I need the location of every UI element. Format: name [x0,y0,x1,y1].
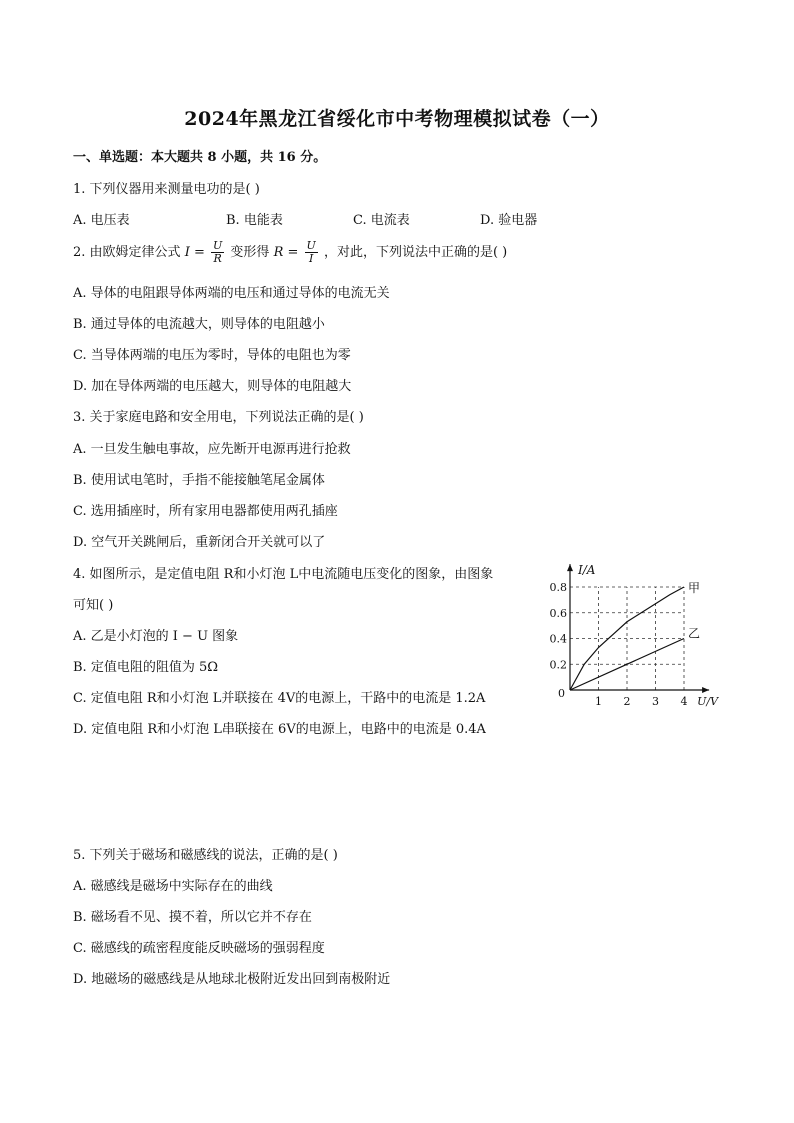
q2-formula-1-denominator: R [213,252,222,265]
x-axis-label: U/V [697,695,719,708]
q2-formula-2-denominator: I [309,252,314,265]
origin-label: 0 [558,687,565,700]
question-2-stem [73,236,507,270]
q1-option-c: C. 电流表 [353,213,410,228]
y-tick-label: 0.4 [549,632,567,646]
x-tick-label: 2 [623,695,631,708]
q1-option-a: A. 电压表 [73,213,130,228]
q4-option-d: D. 定值电阻 R和小灯泡 L串联接在 6V的电源上，电路中的电流是 0.4A [73,722,486,737]
y-axis-label: I/A [578,563,596,578]
question-1-options [73,209,673,227]
q2-option-c: C. 当导体两端的电压为零时，导体的电阻也为零 [73,348,351,363]
x-tick-label: 1 [595,695,602,708]
q2-mid-text: 变形得 [230,245,270,260]
q5-option-d: D. 地磁场的磁感线是从地球北极附近发出回到南极附近 [73,972,391,987]
q4-option-b: B. 定值电阻的阻值为 5Ω [73,660,218,675]
q2-option-a: A. 导体的电阻跟导体两端的电压和通过导体的电流无关 [73,286,390,301]
q2-suffix: ，对此，下列说法中正确的是( ) [323,245,508,260]
section-heading: 一、单选题：本大题共 8 小题，共 16 分。 [73,150,327,165]
series-label-1: 甲 [688,581,701,595]
y-tick-label: 0.6 [549,606,567,620]
page-title: 2024年黑龙江省绥化市中考物理模拟试卷（一） [184,108,610,130]
q5-option-c: C. 磁感线的疏密程度能反映磁场的强弱程度 [73,941,325,956]
q2-formula-2-fraction [305,240,318,265]
q3-option-c: C. 选用插座时，所有家用电器都使用两孔插座 [73,504,338,519]
question-4-stem-line-2: 可知( ) [73,598,114,613]
question-4-stem-line-1: 4. 如图所示，是定值电阻 R和小灯泡 L中电流随电压变化的图象，由图象 [73,567,494,582]
q1-option-d: D. 验电器 [480,213,538,228]
q2-formula-1-numerator: U [213,239,223,252]
q4-option-a: A. 乙是小灯泡的 I − U 图象 [73,629,239,644]
iu-graph-svg [548,561,728,711]
q3-option-d: D. 空气开关跳闸后，重新闭合开关就可以了 [73,535,326,550]
y-axis-arrow [567,564,573,571]
question-3-stem: 3. 关于家庭电路和安全用电，下列说法正确的是( ) [73,410,364,425]
series-label-2: 乙 [688,626,701,641]
q2-formula-2-numerator: U [306,239,316,252]
q2-option-b: B. 通过导体的电流越大，则导体的电阻越小 [73,317,325,332]
x-axis-arrow [702,687,709,693]
y-tick-label: 0.8 [549,581,567,594]
q2-formula-2-lhs: R = [273,245,299,260]
q4-option-c: C. 定值电阻 R和小灯泡 L并联接在 4V的电源上，干路中的电流是 1.2A [73,691,486,706]
q3-option-a: A. 一旦发生触电事故，应先断开电源再进行抢救 [73,442,351,457]
q1-option-b: B. 电能表 [226,213,283,228]
q2-formula-1-lhs: I = [184,245,205,260]
q2-formula-1-fraction [211,240,224,265]
q5-option-b: B. 磁场看不见、摸不着，所以它并不存在 [73,910,312,925]
question-5-stem: 5. 下列关于磁场和磁感线的说法，正确的是( ) [73,848,338,863]
iu-graph [548,561,728,711]
q2-prefix: 2. 由欧姆定律公式 [73,245,181,260]
q3-option-b: B. 使用试电笔时，手指不能接触笔尾金属体 [73,473,325,488]
y-tick-label: 0.2 [549,658,567,672]
q5-option-a: A. 磁感线是磁场中实际存在的曲线 [73,879,273,894]
q2-option-d: D. 加在导体两端的电压越大，则导体的电阻越大 [73,379,352,394]
x-tick-label: 4 [680,695,688,708]
x-tick-label: 3 [652,695,659,708]
question-1-stem: 1. 下列仪器用来测量电功的是( ) [73,182,260,197]
